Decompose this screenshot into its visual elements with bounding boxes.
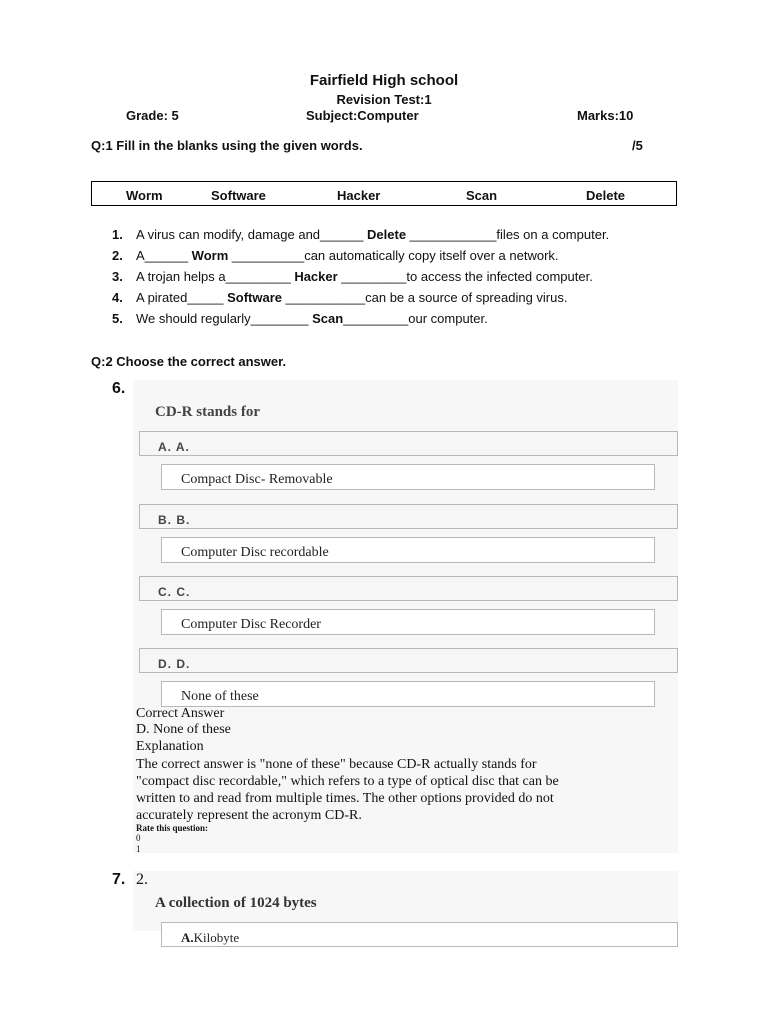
test-name: Revision Test:1 <box>336 92 432 107</box>
explanation-line: accurately represent the acronym CD-R. <box>136 808 362 823</box>
item-pre: A virus can modify, damage and______ <box>136 227 368 242</box>
question-7-number: 7. <box>112 871 126 888</box>
option-b-text: Computer Disc recordable <box>181 545 329 560</box>
correct-answer-value: D. None of these <box>136 722 231 737</box>
option-a-header[interactable] <box>139 431 678 456</box>
q2-heading: Q:2 Choose the correct answer. <box>91 354 287 369</box>
item-answer: Hacker <box>294 269 338 284</box>
item-answer: Worm <box>191 248 229 263</box>
explanation-line: The correct answer is "none of these" because CD-R actually stands for <box>136 757 537 772</box>
q1-heading: Q:1 Fill in the blanks using the given words. <box>91 138 363 153</box>
option-a-label: A. A. <box>158 440 190 454</box>
question-7-text: A collection of 1024 bytes <box>155 895 317 911</box>
marks-label: Marks:10 <box>577 108 634 123</box>
option-a-text: Compact Disc- Removable <box>181 472 333 487</box>
school-name: Fairfield High school <box>309 72 459 89</box>
rate-option[interactable]: 0 <box>136 833 141 843</box>
option-b-header[interactable] <box>139 504 678 529</box>
explanation-line: "compact disc recordable," which refers to a type of optical disc that can be <box>136 774 559 789</box>
word-bank-item: Delete <box>586 188 626 203</box>
fill-blank-item <box>112 227 712 242</box>
word-bank-item: Hacker <box>337 188 381 203</box>
option-b-choice[interactable] <box>161 537 655 563</box>
fill-blank-item <box>112 248 712 263</box>
item-post: _________to access the infected computer. <box>337 269 593 284</box>
item-pre: A______ <box>136 248 192 263</box>
fill-blank-item <box>112 311 712 326</box>
item-post: ____________files on a computer. <box>406 227 610 242</box>
question-6-number: 6. <box>112 380 126 397</box>
option-a-choice[interactable] <box>161 464 655 490</box>
rate-label: Rate this question: <box>136 823 209 833</box>
word-bank-item: Worm <box>126 188 163 203</box>
explanation-heading: Explanation <box>136 739 204 754</box>
item-post: _________our computer. <box>343 311 488 326</box>
item-pre: We should regularly________ <box>136 311 313 326</box>
option-c-header[interactable] <box>139 576 678 601</box>
item-answer: Scan <box>312 311 344 326</box>
item-number: 3. <box>112 269 123 284</box>
correct-answer-heading: Correct Answer <box>136 706 225 721</box>
item-answer: Delete <box>367 227 407 242</box>
item-answer: Software <box>227 290 282 305</box>
option-d-header[interactable] <box>139 648 678 673</box>
option-c-label: C. C. <box>158 585 191 599</box>
q1-marks: /5 <box>632 138 643 153</box>
question-7-subnumber: 2. <box>136 871 148 888</box>
item-number: 5. <box>112 311 123 326</box>
option-d-text: None of these <box>181 689 259 704</box>
item-post: __________can automatically copy itself over a network. <box>228 248 559 263</box>
question-7-option-a[interactable] <box>161 922 678 947</box>
subject-label: Subject:Computer <box>306 108 419 123</box>
item-number: 2. <box>112 248 123 263</box>
option-d-choice[interactable] <box>161 681 655 707</box>
item-pre: A pirated_____ <box>136 290 228 305</box>
question-6-text: CD-R stands for <box>155 404 260 420</box>
item-number: 4. <box>112 290 123 305</box>
word-bank-item: Software <box>211 188 266 203</box>
rate-option[interactable]: 1 <box>136 844 141 854</box>
fill-blank-item <box>112 290 712 305</box>
item-post: ___________can be a source of spreading virus. <box>281 290 568 305</box>
option-text: Kilobyte <box>193 930 240 945</box>
option-d-label: D. D. <box>158 657 191 671</box>
grade-label: Grade: 5 <box>126 108 179 123</box>
option-letter: A. <box>181 930 194 945</box>
fill-blank-item <box>112 269 712 284</box>
option-c-choice[interactable] <box>161 609 655 635</box>
item-number: 1. <box>112 227 123 242</box>
option-b-label: B. B. <box>158 513 191 527</box>
item-pre: A trojan helps a_________ <box>136 269 295 284</box>
word-bank <box>91 181 677 206</box>
option-c-text: Computer Disc Recorder <box>181 617 321 632</box>
explanation-body <box>136 756 559 824</box>
word-bank-item: Scan <box>466 188 498 203</box>
explanation-line: written to and read from multiple times. The other options provided do not <box>136 791 554 806</box>
